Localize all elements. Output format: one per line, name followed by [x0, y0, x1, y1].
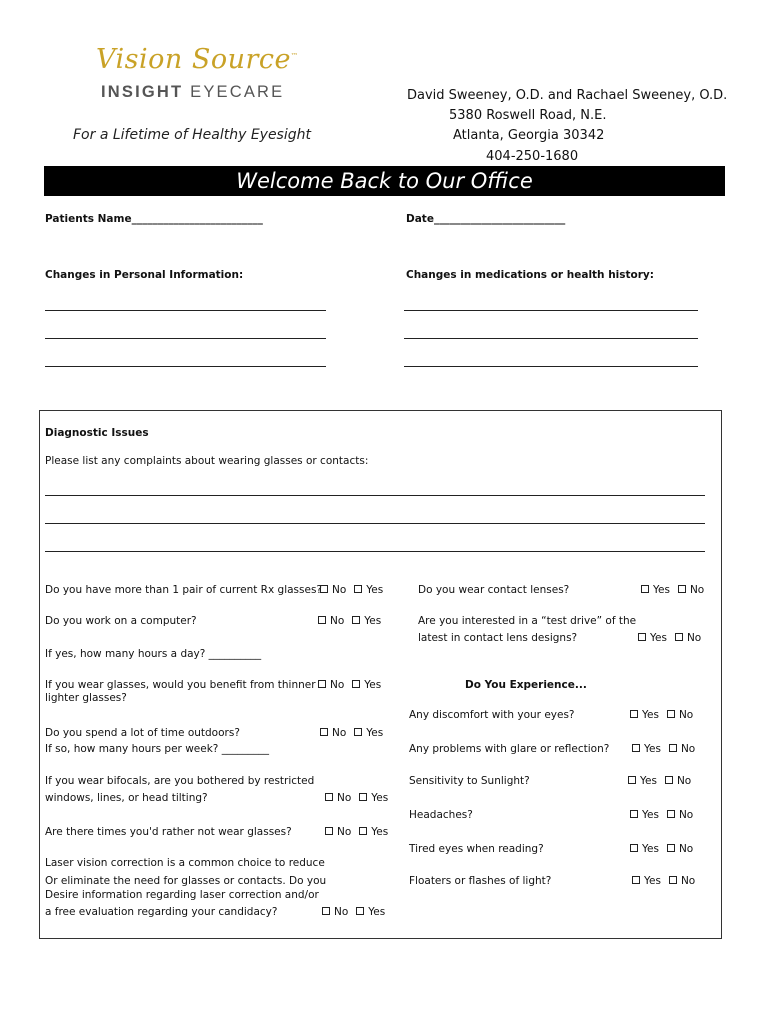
street-address: 5380 Roswell Road, N.E.: [449, 108, 607, 123]
headaches-options[interactable]: Yes No: [630, 809, 693, 821]
checkbox-icon[interactable]: [675, 633, 683, 641]
complaints-line-2[interactable]: [45, 523, 705, 524]
laser-text-2: Or eliminate the need for glasses or contacts. Do you: [45, 875, 327, 887]
discomfort-options[interactable]: Yes No: [630, 709, 693, 721]
medications-line-3[interactable]: [404, 366, 698, 367]
checkbox-icon[interactable]: [630, 710, 638, 718]
checkbox-icon[interactable]: [359, 827, 367, 835]
laser-text-3: Desire information regarding laser correction and/or: [45, 889, 319, 901]
multiple-glasses-options[interactable]: No Yes: [320, 584, 383, 596]
question-headaches: Headaches?: [409, 809, 473, 821]
question-computer-hours[interactable]: If yes, how many hours a day? __________: [45, 648, 262, 660]
question-contact-lenses: Do you wear contact lenses?: [418, 584, 570, 596]
logo-subtitle: INSIGHT EYECARE: [101, 83, 285, 101]
checkbox-icon[interactable]: [667, 844, 675, 852]
question-rather-not-wear: Are there times you'd rather not wear glasses?: [45, 826, 292, 838]
patient-name-field[interactable]: Patients Name_________________________: [45, 213, 263, 225]
question-bifocals-cont: windows, lines, or head tilting?: [45, 792, 208, 804]
doctor-names: David Sweeney, O.D. and Rachael Sweeney, O.D.: [407, 88, 728, 103]
complaints-line-3[interactable]: [45, 551, 705, 552]
checkbox-icon[interactable]: [667, 810, 675, 818]
checkbox-icon[interactable]: [356, 907, 364, 915]
diagnostic-title: Diagnostic Issues: [45, 427, 149, 439]
city-address: Atlanta, Georgia 30342: [453, 128, 605, 143]
test-drive-options[interactable]: Yes No: [638, 632, 701, 644]
question-tired-eyes: Tired eyes when reading?: [409, 843, 544, 855]
rather-not-wear-options[interactable]: No Yes: [325, 826, 388, 838]
checkbox-icon[interactable]: [359, 793, 367, 801]
question-multiple-glasses: Do you have more than 1 pair of current Rx glasses?: [45, 584, 322, 596]
medications-line-1[interactable]: [404, 310, 698, 311]
checkbox-icon[interactable]: [320, 585, 328, 593]
phone-number: 404-250-1680: [486, 149, 579, 164]
checkbox-icon[interactable]: [630, 810, 638, 818]
question-thinner-glasses: If you wear glasses, would you benefit from thinner: [45, 679, 316, 691]
glare-options[interactable]: Yes No: [632, 743, 695, 755]
complaints-line-1[interactable]: [45, 495, 705, 496]
question-computer: Do you work on a computer?: [45, 615, 197, 627]
question-floaters: Floaters or flashes of light?: [409, 875, 552, 887]
checkbox-icon[interactable]: [322, 907, 330, 915]
checkbox-icon[interactable]: [630, 844, 638, 852]
bifocals-options[interactable]: No Yes: [325, 792, 388, 804]
logo-wordmark: Vision Source™: [96, 44, 299, 75]
checkbox-icon[interactable]: [325, 793, 333, 801]
thinner-glasses-options[interactable]: No Yes: [318, 679, 381, 691]
changes-personal-label: Changes in Personal Information:: [45, 269, 244, 281]
checkbox-icon[interactable]: [638, 633, 646, 641]
checkbox-icon[interactable]: [632, 744, 640, 752]
outdoors-options[interactable]: No Yes: [320, 727, 383, 739]
date-field[interactable]: Date_________________________: [406, 213, 566, 225]
checkbox-icon[interactable]: [354, 585, 362, 593]
checkbox-icon[interactable]: [320, 728, 328, 736]
checkbox-icon[interactable]: [669, 876, 677, 884]
checkbox-icon[interactable]: [325, 827, 333, 835]
checkbox-icon[interactable]: [354, 728, 362, 736]
question-sunlight: Sensitivity to Sunlight?: [409, 775, 530, 787]
checkbox-icon[interactable]: [678, 585, 686, 593]
contact-lenses-options[interactable]: Yes No: [641, 584, 704, 596]
computer-options[interactable]: No Yes: [318, 615, 381, 627]
question-test-drive-cont: latest in contact lens designs?: [418, 632, 578, 644]
question-outdoors: Do you spend a lot of time outdoors?: [45, 727, 240, 739]
tagline: For a Lifetime of Healthy Eyesight: [73, 127, 311, 143]
checkbox-icon[interactable]: [352, 616, 360, 624]
complaints-prompt: Please list any complaints about wearing glasses or contacts:: [45, 455, 369, 467]
sunlight-options[interactable]: Yes No: [628, 775, 691, 787]
checkbox-icon[interactable]: [667, 710, 675, 718]
checkbox-icon[interactable]: [632, 876, 640, 884]
checkbox-icon[interactable]: [352, 680, 360, 688]
medications-line-2[interactable]: [404, 338, 698, 339]
checkbox-icon[interactable]: [318, 616, 326, 624]
checkbox-icon[interactable]: [318, 680, 326, 688]
checkbox-icon[interactable]: [669, 744, 677, 752]
question-discomfort: Any discomfort with your eyes?: [409, 709, 575, 721]
floaters-options[interactable]: Yes No: [632, 875, 695, 887]
personal-line-3[interactable]: [45, 366, 326, 367]
personal-line-2[interactable]: [45, 338, 326, 339]
question-thinner-glasses-cont: lighter glasses?: [45, 692, 127, 704]
laser-text-1: Laser vision correction is a common choice to reduce: [45, 857, 325, 869]
question-bifocals: If you wear bifocals, are you bothered by restricted: [45, 775, 315, 787]
checkbox-icon[interactable]: [641, 585, 649, 593]
question-outdoor-hours[interactable]: If so, how many hours per week? _________: [45, 743, 269, 755]
laser-options[interactable]: No Yes: [322, 906, 385, 918]
checkbox-icon[interactable]: [665, 776, 673, 784]
laser-text-4: a free evaluation regarding your candidacy?: [45, 906, 278, 918]
checkbox-icon[interactable]: [628, 776, 636, 784]
tired-eyes-options[interactable]: Yes No: [630, 843, 693, 855]
personal-line-1[interactable]: [45, 310, 326, 311]
experience-heading: Do You Experience...: [465, 679, 587, 691]
question-test-drive: Are you interested in a “test drive” of the: [418, 615, 637, 627]
question-glare: Any problems with glare or reflection?: [409, 743, 610, 755]
welcome-banner: Welcome Back to Our Office: [44, 166, 725, 196]
changes-medications-label: Changes in medications or health history:: [406, 269, 654, 281]
